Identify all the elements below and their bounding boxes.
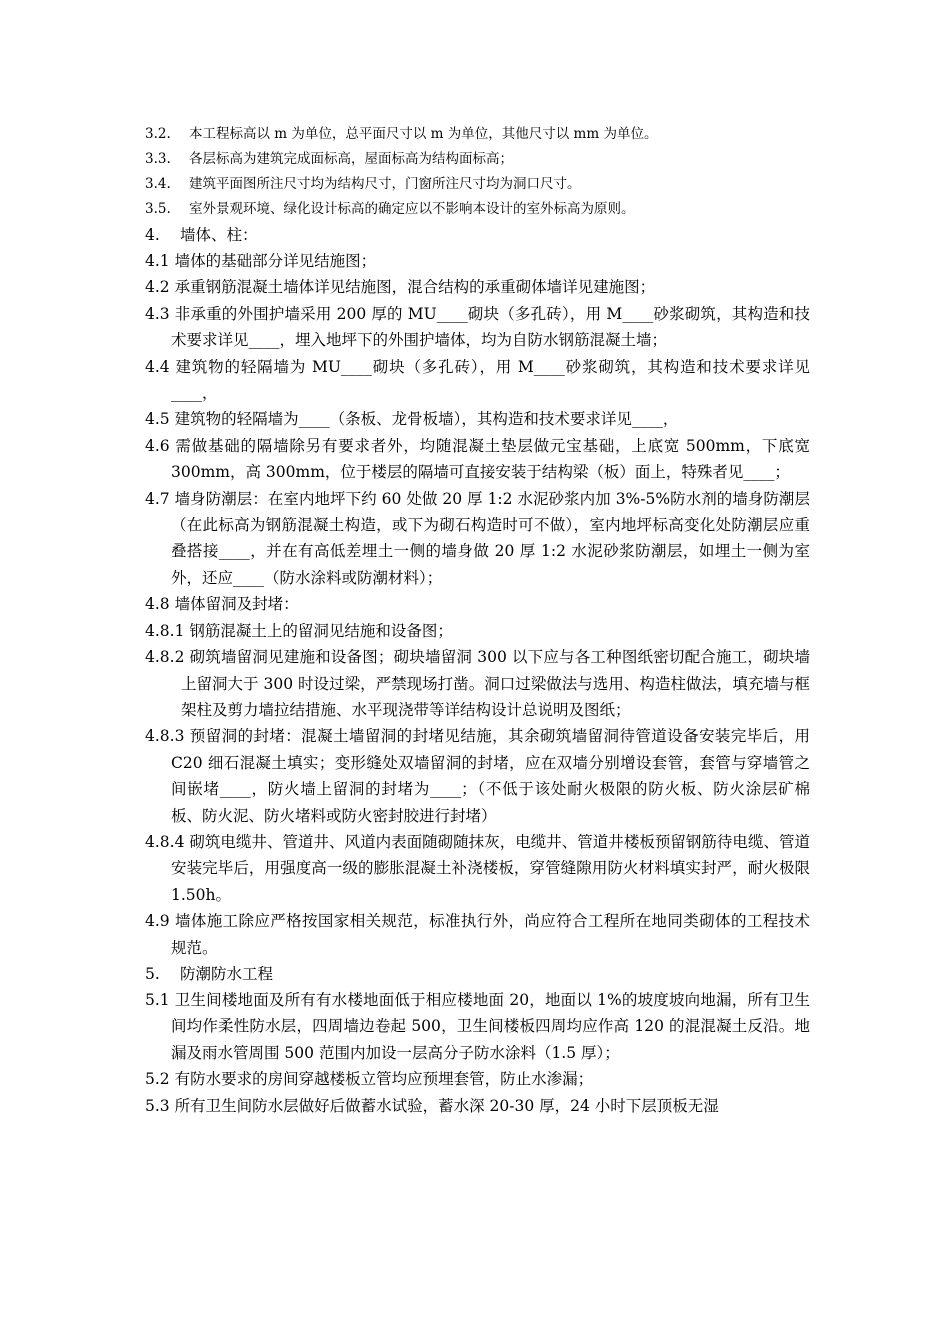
clause-text: 需做基础的隔墙除另有要求者外，均随混凝土垫层做元宝基础，上底宽 500mm，下底宽 300mm，高 300mm，位于楼层的隔墙可直接安装于结构梁（板）面上，特殊者见____； <box>171 436 810 482</box>
clause-4-8-4 <box>145 829 810 908</box>
clause-text: 钢筋混凝土上的留洞见结施和设备图； <box>189 621 453 640</box>
clause-4-2 <box>145 274 810 300</box>
clause-5-1 <box>145 987 810 1066</box>
clause-text: 建筑平面图所注尺寸均为结构尺寸，门窗所注尺寸均为洞口尺寸。 <box>189 176 581 192</box>
clause-4-8-1 <box>145 618 810 644</box>
section-title: 防潮防水工程 <box>180 964 274 983</box>
clause-3-2 <box>145 122 810 147</box>
clause-5-3 <box>145 1093 810 1119</box>
clause-number: 3.5. <box>145 201 171 217</box>
clause-number: 4.8.3 <box>145 727 185 746</box>
clause-text: 室外景观环境、绿化设计标高的确定应以不影响本设计的室外标高为原则。 <box>189 201 635 217</box>
clause-text: 所有卫生间防水层做好后做蓄水试验，蓄水深 20-30 厚，24 小时下层顶板无湿 <box>174 1096 719 1115</box>
section-title: 墙体、柱： <box>180 226 258 244</box>
clause-4-1 <box>145 248 810 274</box>
clause-number: 4.4 <box>145 357 170 376</box>
clause-text: 建筑物的轻隔墙为 MU____砌块（多孔砖），用 M____砂浆砌筑，其构造和技术要求详见____， <box>171 357 810 403</box>
clause-number: 4.7 <box>145 489 170 508</box>
clause-number: 4.8.4 <box>145 832 185 851</box>
clause-4-7 <box>145 486 810 592</box>
clause-text: 本工程标高以 m 为单位，总平面尺寸以 m 为单位，其他尺寸以 mm 为单位。 <box>189 126 658 142</box>
clause-4-6 <box>145 433 810 486</box>
clause-text: 墙体施工除应严格按国家相关规范，标准执行外，尚应符合工程所在地同类砌体的工程技术规范。 <box>171 912 810 957</box>
clause-text: 墙身防潮层：在室内地坪下约 60 处做 20 厚 1:2 水泥砂浆内加 3%-5%防水剂的墙身防潮层（在此标高为钢筋混凝土构造，或下为砌石构造时可不做），室内地坪标高变化处防潮层应重叠搭接____，并在有高低差埋土一侧的墙身做 20 厚 1:2 水泥砂浆防潮层，如埋土一侧为室外，还应____（防水涂料或防潮材料）； <box>171 489 810 587</box>
section-5-heading <box>145 961 810 987</box>
clause-4-8-2 <box>145 644 810 723</box>
clause-number: 5.1 <box>145 990 170 1009</box>
clause-text: 预留洞的封堵：混凝土墙留洞的封堵见结施，其余砌筑墙留洞待管道设备安装完毕后，用 C20 细石混凝土填实；变形缝处双墙留洞的封堵，应在双墙分别增设套管，套管与穿墙管之间嵌堵____，防火墙上留洞的封堵为____；（不低于该处耐火极限的防火板、防火涂层矿棉板、防火泥、防火堵料或防火密封胶进行封堵） <box>171 727 810 825</box>
clause-4-8 <box>145 591 810 617</box>
clause-number: 4.8.2 <box>145 648 185 667</box>
document-body <box>145 122 810 1119</box>
section-number: 5. <box>145 964 160 983</box>
clause-text: 各层标高为建筑完成面标高，屋面标高为结构面标高； <box>189 151 513 167</box>
clause-number: 4.6 <box>145 436 170 455</box>
clause-text: 有防水要求的房间穿越楼板立管均应预埋套管，防止水渗漏； <box>174 1070 594 1089</box>
clause-3-3 <box>145 147 810 172</box>
clause-number: 3.3. <box>145 151 171 167</box>
section-4-heading <box>145 222 810 248</box>
clause-text: 墙体留洞及封堵： <box>174 595 299 614</box>
clause-4-9 <box>145 908 810 961</box>
clause-3-4 <box>145 172 810 197</box>
clause-number: 4.8.1 <box>145 621 185 640</box>
clause-4-4 <box>145 354 810 407</box>
clause-number: 5.3 <box>145 1096 170 1115</box>
clause-5-2 <box>145 1066 810 1092</box>
clause-number: 4.5 <box>145 410 170 429</box>
clause-number: 4.8 <box>145 595 170 614</box>
clause-number: 4.2 <box>145 278 170 297</box>
clause-number: 5.2 <box>145 1070 170 1089</box>
clause-text: 建筑物的轻隔墙为____（条板、龙骨板墙），其构造和技术要求详见____， <box>174 410 679 429</box>
clause-4-3 <box>145 301 810 354</box>
clause-number: 3.2. <box>145 126 171 142</box>
clause-text: 承重钢筋混凝土墙体详见结施图，混合结构的承重砌体墙详见建施图； <box>174 278 656 297</box>
section-number: 4. <box>145 226 160 244</box>
clause-number: 4.3 <box>145 304 170 323</box>
clause-text: 墙体的基础部分详见结施图； <box>174 252 377 270</box>
clause-3-5 <box>145 197 810 222</box>
clause-number: 4.1 <box>145 252 170 270</box>
clause-text: 砌筑电缆井、管道井、风道内表面随砌随抹灰，电缆井、管道井楼板预留钢筋待电缆、管道安装完毕后，用强度高一级的膨胀混凝土补浇楼板，穿管缝隙用防火材料填实封严，耐火极限 1.50h。 <box>171 832 810 904</box>
clause-4-8-3 <box>145 723 810 829</box>
clause-number: 4.9 <box>145 912 170 931</box>
clause-text: 卫生间楼地面及所有有水楼地面低于相应楼地面 20，地面以 1%的坡度坡向地漏，所有卫生间均作柔性防水层，四周墙边卷起 500，卫生间楼板四周均应作高 120 的混混凝土反沿。地漏及雨水管周围 500 范围内加设一层高分子防水涂料（1.5 厚）； <box>171 990 810 1062</box>
clause-number: 3.4. <box>145 176 171 192</box>
clause-text: 非承重的外围护墙采用 200 厚的 MU____砌块（多孔砖），用 M____砂浆砌筑，其构造和技术要求详见____，埋入地坪下的外围护墙体，均为自防水钢筋混凝土墙； <box>171 304 810 350</box>
clause-4-5 <box>145 406 810 432</box>
clause-text: 砌筑墙留洞见建施和设备图；砌块墙留洞 300 以下应与各工种图纸密切配合施工，砌块墙上留洞大于 300 时设过梁，严禁现场打凿。洞口过梁做法与选用、构造柱做法，填充墙与框架柱及剪力墙拉结措施、水平现浇带等详结构设计总说明及图纸； <box>181 648 810 719</box>
